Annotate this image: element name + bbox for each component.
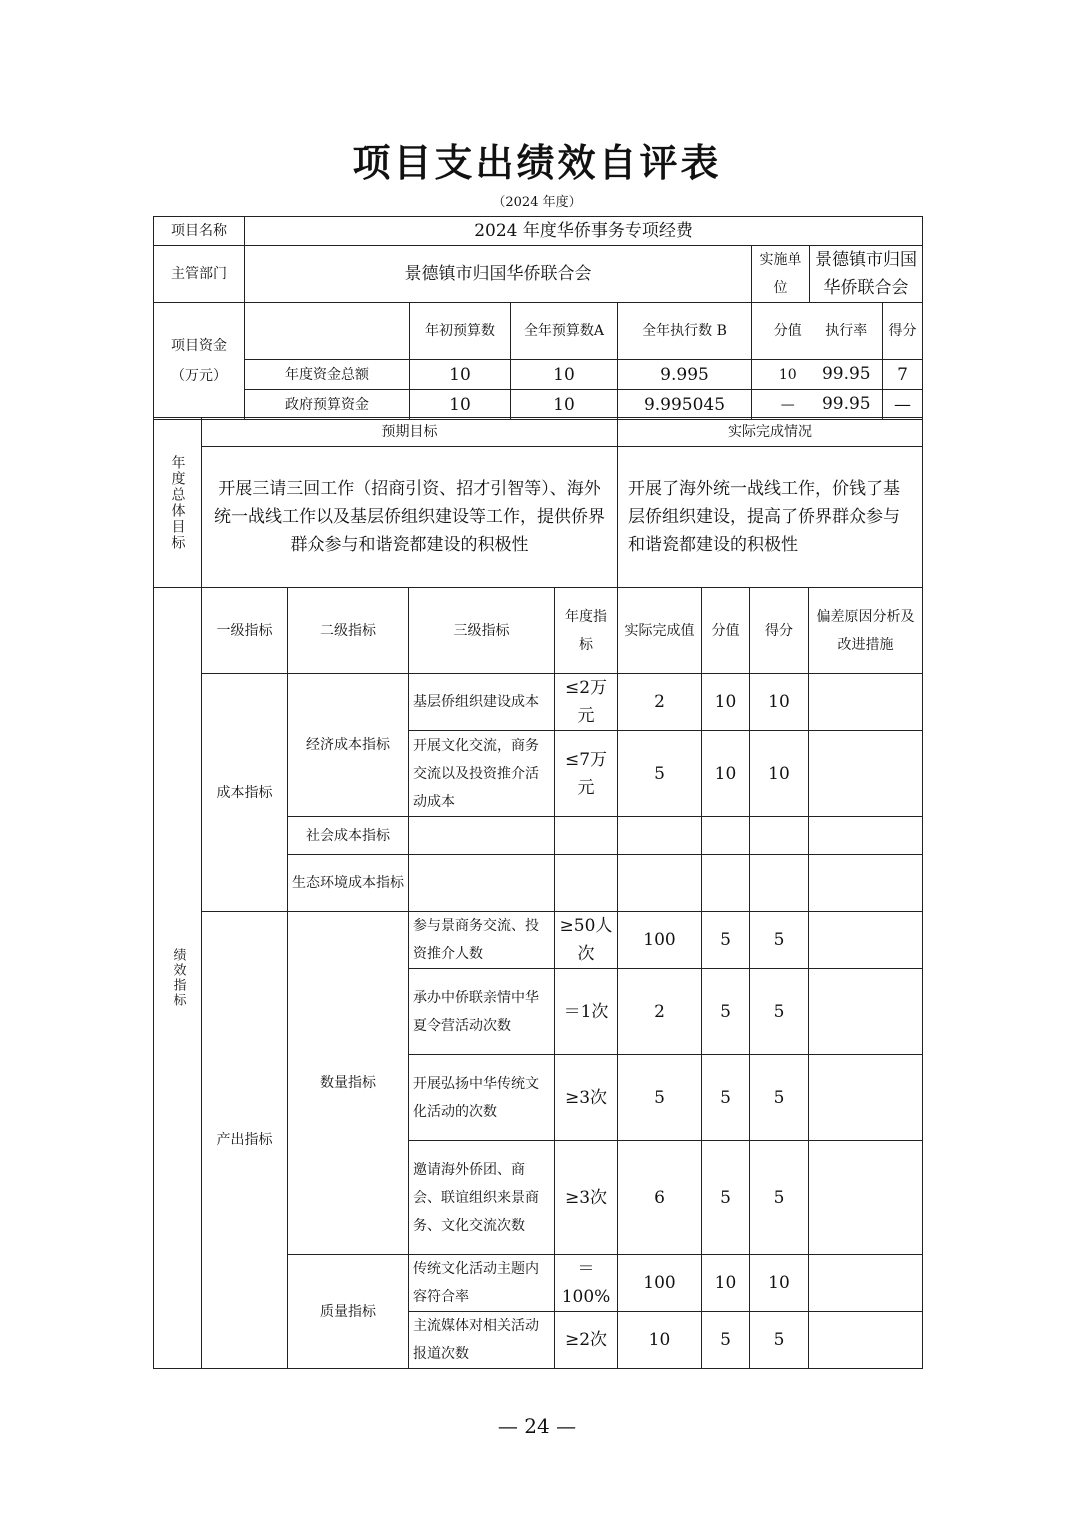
expected-goal: 开展三请三回工作（招商引资、招才引智等）、海外统一战线工作以及基层侨组织建设等工作，提供侨界群众参与和谐瓷都建设的积极性 (202, 447, 618, 588)
qty-row-4-got: 5 (750, 1141, 809, 1255)
col-rate: 执行率 (825, 323, 868, 339)
col-exec: 全年执行数 B (618, 303, 752, 360)
qty-row-1-got: 5 (750, 912, 809, 969)
row-gov-score-rate (752, 390, 883, 420)
actual-goal: 开展了海外统一战线工作，价钱了基层侨组织建设，提高了侨界群众参与和谐瓷都建设的积极性 (618, 447, 923, 588)
qty-row-1-actual: 100 (618, 912, 702, 969)
cost-row-1-got: 10 (750, 674, 809, 731)
qual-row-1-actual: 100 (618, 1255, 702, 1312)
social-empty-3 (618, 817, 702, 855)
actual-label: 实际完成情况 (618, 418, 923, 447)
row-gov-name: 政府预算资金 (245, 390, 410, 420)
cost-row-2-actual: 5 (618, 731, 702, 817)
eco-empty-6 (809, 855, 923, 912)
eco-empty-1 (409, 855, 555, 912)
qty-row-4-reason (809, 1141, 923, 1255)
qty-row-3-got: 5 (750, 1055, 809, 1141)
row-total-name: 年度资金总额 (245, 360, 410, 390)
qual-row-2-target: ≥2次 (555, 1312, 618, 1369)
hdr-l3: 三级指标 (409, 588, 555, 674)
qty-row-1-l3: 参与景商务交流、投资推介人数 (409, 912, 555, 969)
qual-row-1-target: ＝100% (555, 1255, 618, 1312)
qty-row-4-score: 5 (702, 1141, 750, 1255)
cost-row-1-l3: 基层侨组织建设成本 (409, 674, 555, 731)
qual-row-2-got: 5 (750, 1312, 809, 1369)
hdr-l1: 一级指标 (202, 588, 288, 674)
qty-row-3-actual: 5 (618, 1055, 702, 1141)
cost-row-1-target: ≤2万元 (555, 674, 618, 731)
hdr-target: 年度指标 (555, 588, 618, 674)
cost-row-2-got: 10 (750, 731, 809, 817)
col-full: 全年预算数A (511, 303, 618, 360)
goals-label: 年度总体目标 (154, 418, 202, 588)
hdr-score: 分值 (702, 588, 750, 674)
cost-social: 社会成本指标 (288, 817, 409, 855)
funds-label: 项目资金（万元） (154, 303, 245, 420)
row-gov-got: — (883, 390, 923, 420)
qty-row-3-reason (809, 1055, 923, 1141)
qual-row-1-reason (809, 1255, 923, 1312)
funds-table (153, 216, 923, 420)
qual-row-2-l3: 主流媒体对相关活动报道次数 (409, 1312, 555, 1369)
row-total-full: 10 (511, 360, 618, 390)
cost-econ: 经济成本指标 (288, 674, 409, 817)
hdr-l2: 二级指标 (288, 588, 409, 674)
qty-row-2-l3: 承办中侨联亲情中华夏令营活动次数 (409, 969, 555, 1055)
row-gov-full: 10 (511, 390, 618, 420)
hdr-reason: 偏差原因分析及改进措施 (809, 588, 923, 674)
social-empty-1 (409, 817, 555, 855)
page-number: — 24 — (497, 1414, 577, 1438)
col-initial: 年初预算数 (410, 303, 511, 360)
eco-empty-5 (750, 855, 809, 912)
hdr-actual: 实际完成值 (618, 588, 702, 674)
eco-empty-3 (618, 855, 702, 912)
row-total-exec: 9.995 (618, 360, 752, 390)
qual-row-1-score: 10 (702, 1255, 750, 1312)
qual-row-1-l3: 传统文化活动主题内容符合率 (409, 1255, 555, 1312)
project-name-label: 项目名称 (154, 217, 245, 246)
cost-eco: 生态环境成本指标 (288, 855, 409, 912)
qty-row-2-score: 5 (702, 969, 750, 1055)
row-gov-exec: 9.995045 (618, 390, 752, 420)
qty-row-1-reason (809, 912, 923, 969)
qty-row-2-actual: 2 (618, 969, 702, 1055)
cost-row-1-score: 10 (702, 674, 750, 731)
cost-row-2-target: ≤7万元 (555, 731, 618, 817)
unit-label: 实施单位 (752, 246, 810, 303)
qual-row-2-reason (809, 1312, 923, 1369)
expected-label: 预期目标 (202, 418, 618, 447)
social-empty-6 (809, 817, 923, 855)
row-gov-initial: 10 (410, 390, 511, 420)
qual-row-2-actual: 10 (618, 1312, 702, 1369)
qty-row-4-l3: 邀请海外侨团、商会、联谊组织来景商务、文化交流次数 (409, 1141, 555, 1255)
row-total-initial: 10 (410, 360, 511, 390)
eco-empty-4 (702, 855, 750, 912)
output-l1: 产出指标 (202, 912, 288, 1369)
col-got: 得分 (883, 303, 923, 360)
qty-row-2-reason (809, 969, 923, 1055)
cost-row-2-score: 10 (702, 731, 750, 817)
cost-row-1-reason (809, 674, 923, 731)
col-score: 分值 (773, 323, 802, 339)
row-gov-score: — (780, 397, 795, 413)
cost-l1: 成本指标 (202, 674, 288, 912)
dept-label: 主管部门 (154, 246, 245, 303)
page-title: 项目支出绩效自评表 (352, 140, 722, 185)
output-quality: 质量指标 (288, 1255, 409, 1369)
output-quantity: 数量指标 (288, 912, 409, 1255)
qty-row-2-got: 5 (750, 969, 809, 1055)
unit-value: 景德镇市归国华侨联合会 (810, 246, 923, 303)
col-score-rate (752, 303, 883, 360)
qty-row-4-actual: 6 (618, 1141, 702, 1255)
qty-row-2-target: ＝1次 (555, 969, 618, 1055)
qty-row-3-l3: 开展弘扬中华传统文化活动的次数 (409, 1055, 555, 1141)
row-total-score-rate (752, 360, 883, 390)
hdr-got: 得分 (750, 588, 809, 674)
perf-table (153, 587, 923, 1369)
qty-row-4-target: ≥3次 (555, 1141, 618, 1255)
cost-row-1-actual: 2 (618, 674, 702, 731)
funds-blank (245, 303, 410, 360)
qty-row-1-score: 5 (702, 912, 750, 969)
row-total-score: 10 (778, 367, 797, 383)
eco-empty-2 (555, 855, 618, 912)
row-total-got: 7 (883, 360, 923, 390)
cost-row-2-reason (809, 731, 923, 817)
row-gov-rate: 99.95 (821, 394, 871, 414)
row-total-rate: 99.95 (821, 364, 871, 384)
social-empty-5 (750, 817, 809, 855)
perf-label: 绩效指标 (154, 588, 202, 1369)
qual-row-2-score: 5 (702, 1312, 750, 1369)
project-name: 2024 年度华侨事务专项经费 (245, 217, 923, 246)
cost-row-2-l3: 开展文化交流，商务交流以及投资推介活动成本 (409, 731, 555, 817)
qty-row-1-target: ≥50人次 (555, 912, 618, 969)
social-empty-4 (702, 817, 750, 855)
qual-row-1-got: 10 (750, 1255, 809, 1312)
dept-value: 景德镇市归国华侨联合会 (245, 246, 752, 303)
social-empty-2 (555, 817, 618, 855)
qty-row-3-score: 5 (702, 1055, 750, 1141)
goals-table (153, 417, 923, 588)
year-note: （2024 年度） (492, 195, 582, 210)
qty-row-3-target: ≥3次 (555, 1055, 618, 1141)
